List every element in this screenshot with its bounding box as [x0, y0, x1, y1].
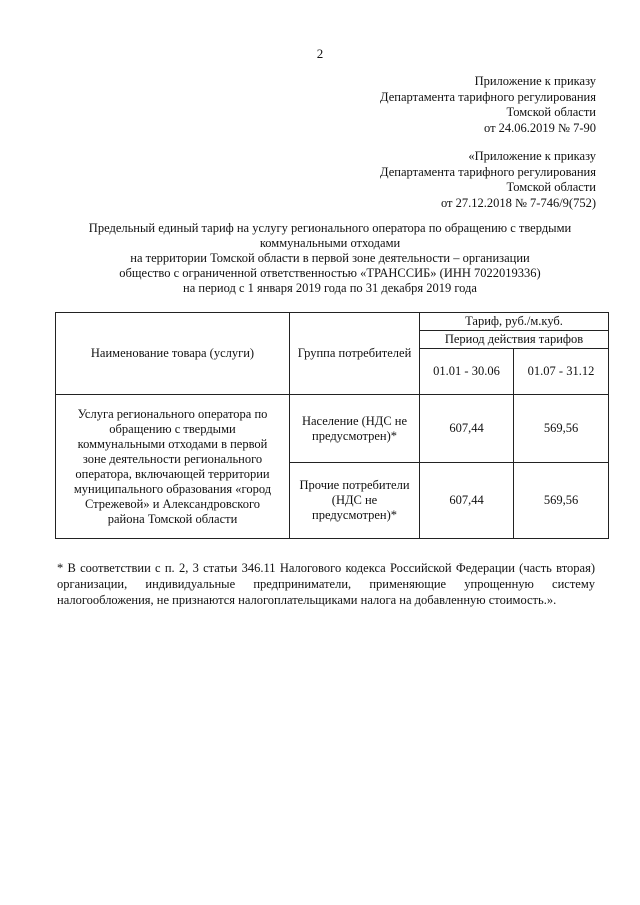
- header-period-2-cell: 01.07 - 31.12: [514, 349, 609, 395]
- document-title: [60, 221, 600, 296]
- footnote: * В соответствии с п. 2, 3 статьи 346.11 Налогового кодекса Российской Федерации (часть вторая) организации, индивидуальные предприниматели, применяющие упрощенную систему налогообложения, не признаются налогоплательщиками налога на добавленную стоимость.».: [57, 561, 595, 607]
- appendix-line: Департамента тарифного регулирования: [380, 164, 596, 179]
- consumer-group-cell: Население (НДС не предусмотрен)*: [290, 395, 420, 463]
- header-group-cell: Группа потребителей: [290, 313, 420, 395]
- header-period-cell: Период действия тарифов: [420, 331, 609, 349]
- tariff-value-cell: 569,56: [514, 463, 609, 539]
- tariff-value-cell: 607,44: [420, 463, 514, 539]
- appendix-line: от 24.06.2019 № 7-90: [483, 120, 596, 135]
- tariff-value-cell: 607,44: [420, 395, 514, 463]
- header-period-1-cell: 01.01 - 30.06: [420, 349, 514, 395]
- tariff-value-cell: 569,56: [514, 395, 609, 463]
- appendix-line: «Приложение к приказу: [468, 149, 596, 163]
- tariff-table: [55, 312, 609, 539]
- header-service-cell: Наименование товара (услуги): [56, 313, 290, 395]
- title-line: Предельный единый тариф на услугу регионального оператора по обращению с твердыми: [88, 221, 572, 235]
- title-line: коммунальными отходами: [259, 236, 401, 250]
- title-line: на территории Томской области в первой зоне деятельности – организации: [130, 251, 530, 265]
- appendix-line: Томской области: [506, 105, 596, 119]
- appendix-line: Томской области: [506, 180, 596, 194]
- table-header-row: [56, 313, 609, 331]
- appendix-header-previous: [380, 149, 596, 211]
- title-line: общество с ограниченной ответственностью «ТРАНССИБ» (ИНН 7022019336): [119, 266, 541, 280]
- appendix-header-current: [380, 74, 596, 136]
- appendix-line: Департамента тарифного регулирования: [380, 89, 596, 104]
- page-number: 2: [316, 46, 324, 61]
- consumer-group-cell: Прочие потребители (НДС не предусмотрен)*: [290, 463, 420, 539]
- title-line: на период с 1 января 2019 года по 31 декабря 2019 года: [183, 281, 477, 295]
- service-name-cell: Услуга регионального оператора по обращению с твердыми коммунальными отходами в первой зоне деятельности регионального оператора, включающей территории муниципального образования «город Стрежевой» и Александровского района Томской области: [56, 395, 290, 539]
- appendix-line: от 27.12.2018 № 7-746/9(752): [440, 195, 596, 210]
- header-tariff-cell: Тариф, руб./м.куб.: [420, 313, 609, 331]
- table-row: [56, 395, 609, 463]
- appendix-line: Приложение к приказу: [474, 74, 596, 88]
